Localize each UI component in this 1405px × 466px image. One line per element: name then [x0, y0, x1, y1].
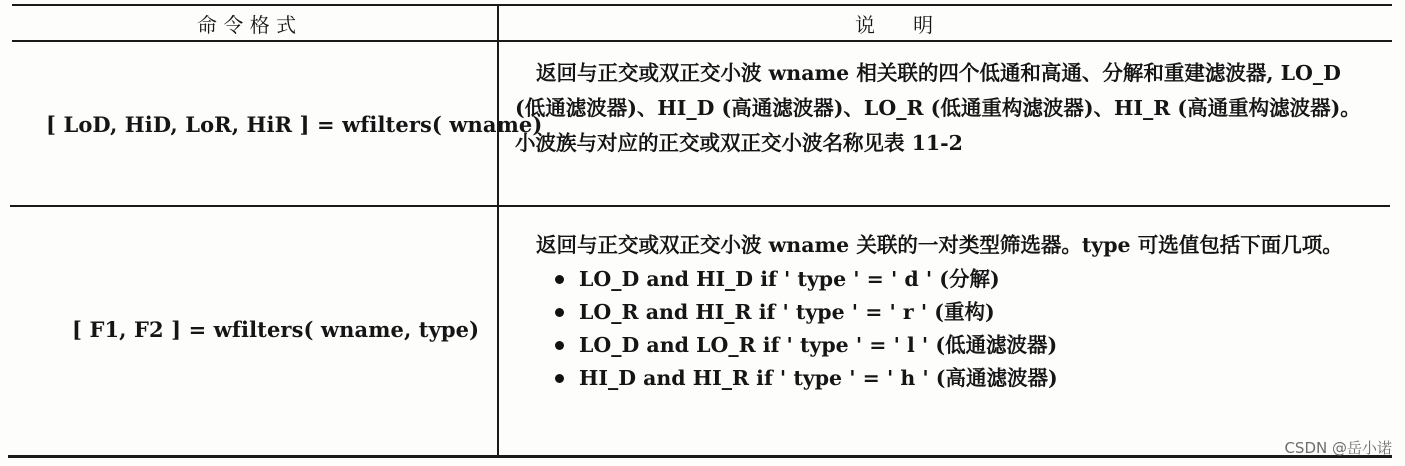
bullet-icon: [555, 308, 564, 317]
row2-command: [ F1, F2 ] = wfilters( wname, type): [72, 317, 480, 342]
bullet-icon: [555, 374, 564, 383]
column-divider: [497, 5, 499, 457]
row1-command: [ LoD, HiD, LoR, HiR ] = wfilters( wname): [46, 112, 543, 137]
option-text: LO_R and HI_R if ' type ' = ' r ' (重构): [579, 300, 995, 324]
list-item: [515, 362, 1365, 395]
list-item: [515, 329, 1365, 362]
table-bottom-rule: [8, 455, 1392, 458]
row-divider-rule: [10, 205, 1390, 207]
watermark: CSDN @岳小诺: [1284, 439, 1392, 457]
row1-description-text: 返回与正交或双正交小波 wname 相关联的四个低通和高通、分解和重建滤波器, LO_D (低通滤波器)、HI_D (高通滤波器)、LO_R (低通重构滤波器)、HI_R (高通重构滤波器)。小波族与对应的正交或双正交小波名称见表 11-2: [515, 61, 1361, 155]
type-options-list: [515, 263, 1365, 395]
row1-description: [515, 56, 1365, 161]
header-bottom-rule: [12, 40, 1392, 42]
bullet-icon: [555, 341, 564, 350]
table-top-rule: [12, 4, 1392, 6]
list-item: [515, 263, 1365, 296]
row2-description: [515, 228, 1365, 395]
row2-description-text: 返回与正交或双正交小波 wname 关联的一对类型筛选器。type 可选值包括下面几项。: [536, 233, 1343, 257]
bullet-icon: [555, 275, 564, 284]
list-item: [515, 296, 1365, 329]
header-description: 说 明: [855, 13, 934, 37]
option-text: LO_D and LO_R if ' type ' = ' l ' (低通滤波器): [579, 333, 1058, 357]
option-text: LO_D and HI_D if ' type ' = ' d ' (分解): [579, 267, 1000, 291]
option-text: HI_D and HI_R if ' type ' = ' h ' (高通滤波器): [579, 366, 1058, 390]
header-command-format: 命 令 格 式: [197, 13, 297, 37]
